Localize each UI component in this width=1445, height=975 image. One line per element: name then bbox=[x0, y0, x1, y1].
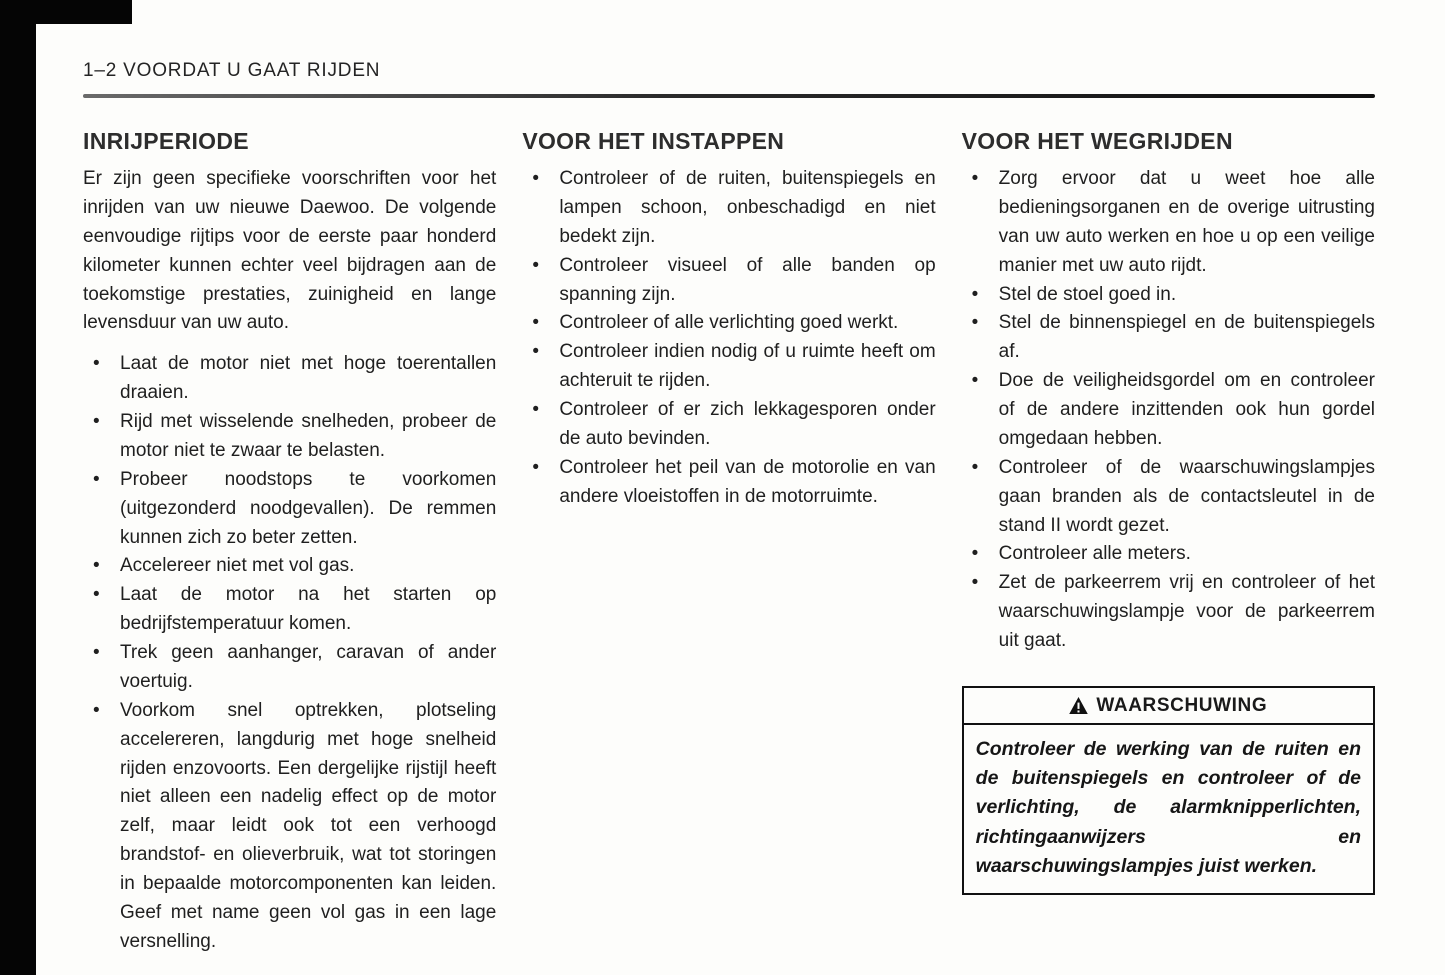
list-item: • Laat de motor na het starten op bedrijfstemperatuur komen. bbox=[83, 581, 496, 639]
scan-edge-bar bbox=[0, 0, 36, 975]
column-inrijperiode bbox=[83, 128, 496, 957]
list-item: • Controleer of alle verlichting goed werkt. bbox=[522, 309, 935, 338]
list-item: • Zorg ervoor dat u weet hoe alle bedieningsorganen en de overige uitrusting van uw auto werken en hoe u op een veilige manier met uw auto rijdt. bbox=[962, 165, 1375, 281]
list-item: • Stel de binnenspiegel en de buitenspiegels af. bbox=[962, 309, 1375, 367]
list-item: • Controleer of de waarschuwingslampjes gaan branden als de contactsleutel in de stand II wordt gezet. bbox=[962, 454, 1375, 541]
intro-paragraph: Er zijn geen specifieke voorschriften voor het inrijden van uw nieuwe Daewoo. De volgende eenvoudige rijtips voor de eerste paar honderd kilometer kunnen echter veel bijdragen aan de toekomstige prestaties, zuinigheid en lange levensduur van uw auto. bbox=[83, 168, 497, 334]
list-item: • Laat de motor niet met hoge toerentallen draaien. bbox=[83, 350, 496, 408]
warning-title: WAARSCHUWING bbox=[1096, 694, 1268, 716]
bullet-list bbox=[83, 350, 496, 956]
column-heading: VOOR HET INSTAPPEN bbox=[522, 128, 785, 154]
list-item: • Controleer of er zich lekkagesporen onder de auto bevinden. bbox=[522, 396, 935, 454]
list-item: • Controleer alle meters. bbox=[962, 540, 1375, 569]
column-heading: INRIJPERIODE bbox=[83, 128, 249, 154]
warning-triangle-icon bbox=[1069, 697, 1088, 714]
list-item: • Controleer of de ruiten, buitenspiegels en lampen schoon, onbeschadigd en niet bedekt zijn. bbox=[522, 165, 935, 252]
column-heading: VOOR HET WEGRIJDEN bbox=[961, 128, 1233, 154]
list-item: • Doe de veiligheidsgordel om en controleer of de andere inzittenden ook hun gordel omgedaan hebben. bbox=[962, 367, 1375, 454]
list-item: • Voorkom snel optrekken, plotseling accelereren, langdurig met hoge snelheid rijden enzovoorts. Een dergelijke rijstijl heeft niet alleen een nadelig effect op de motor zelf, maar leidt ook tot een verhoogd brandstof- en olieverbruik, wat tot storingen in bepaalde motorcomponenten kan leiden. Geef met name geen vol gas in een lage versnelling. bbox=[83, 697, 496, 957]
column-voor-het-instappen bbox=[522, 128, 935, 957]
list-item: • Stel de stoel goed in. bbox=[962, 281, 1375, 310]
warning-title-row bbox=[964, 688, 1373, 725]
list-item: • Rijd met wisselende snelheden, probeer de motor niet te zwaar te belasten. bbox=[83, 408, 496, 466]
bullet-list bbox=[522, 165, 935, 512]
content-columns bbox=[83, 128, 1375, 957]
list-item: • Trek geen aanhanger, caravan of ander voertuig. bbox=[83, 639, 496, 697]
header-rule bbox=[83, 94, 1375, 98]
list-item: • Probeer noodstops te voorkomen (uitgezonderd noodgevallen). De remmen kunnen zich zo beter zetten. bbox=[83, 466, 496, 553]
bullet-list bbox=[962, 165, 1375, 656]
list-item: • Controleer visueel of alle banden op spanning zijn. bbox=[522, 252, 935, 310]
warning-box bbox=[962, 686, 1375, 895]
list-item: • Controleer indien nodig of u ruimte heeft om achteruit te rijden. bbox=[522, 338, 935, 396]
column-voor-het-wegrijden bbox=[962, 128, 1375, 957]
list-item: • Accelereer niet met vol gas. bbox=[83, 552, 496, 581]
list-item: • Controleer het peil van de motorolie en van andere vloeistoffen in de motorruimte. bbox=[522, 454, 935, 512]
list-item: • Zet de parkeerrem vrij en controleer of het waarschuwingslampje voor de parkeerrem uit gaat. bbox=[962, 569, 1375, 656]
manual-page bbox=[83, 0, 1375, 957]
page-header: 1–2 VOORDAT U GAAT RIJDEN bbox=[83, 60, 381, 81]
warning-body: Controleer de werking van de ruiten en de buitenspiegels en controleer of de verlichting, de alarmknipperlichten, richtingaanwijzers en waarschuwingslampjes juist werken. bbox=[975, 737, 1361, 877]
